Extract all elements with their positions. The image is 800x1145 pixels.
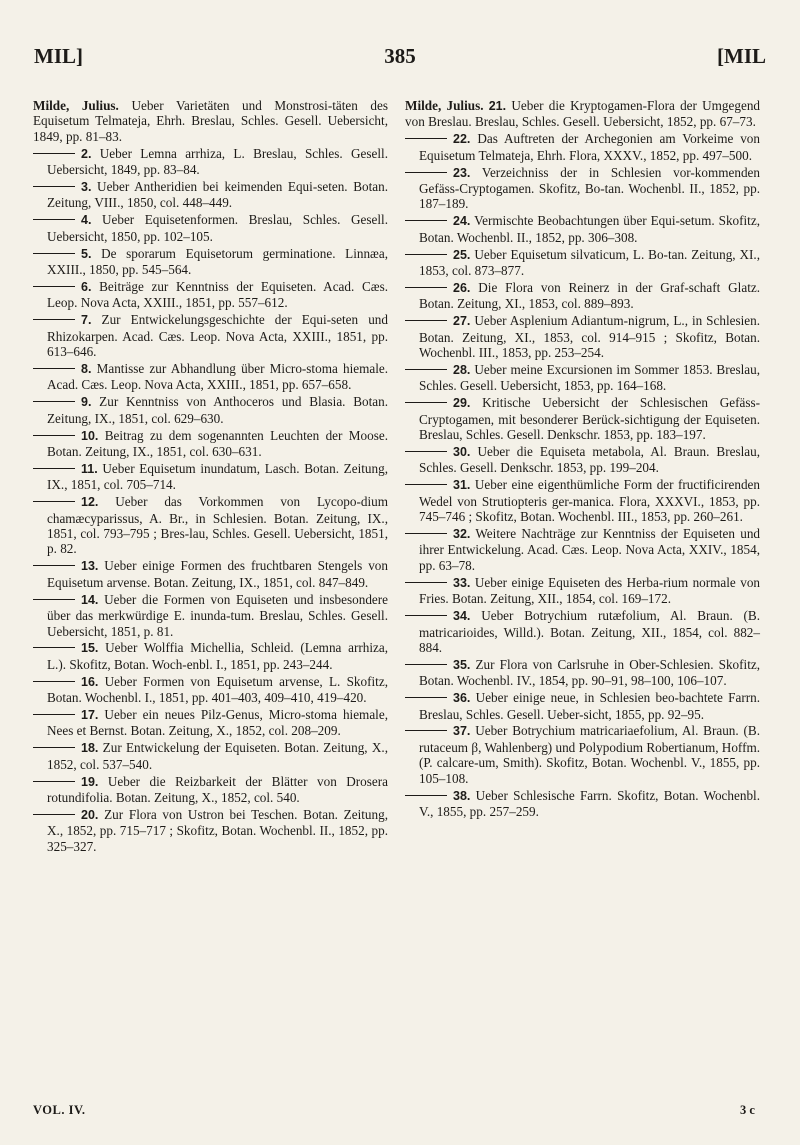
entry-text: Zur Flora von Carlsruhe in Ober-Schlesien. Skofitz, Botan. Wochenbl. IV., 1854, pp. 90–91, 98–100, 106–107.: [419, 656, 761, 689]
entry-text: Mantisse zur Abhandlung über Micro-stoma hiemale. Acad. Cæs. Leop. Nova Acta, XXIII., 1851, pp. 657–658.: [47, 361, 389, 393]
ditto-dash: [405, 451, 447, 452]
entry-number: 21.: [488, 99, 507, 113]
entry-number: 31.: [453, 478, 471, 493]
bibliography-entry: [33, 212, 388, 244]
entry-text: Ueber Asplenium Adiantum-nigrum, L., in Schlesien. Botan. Zeitung, XI., 1853, col. 914–915 ; Skofitz, Botan. Wochenbl. III., 1853, pp. 253–254.: [419, 313, 761, 361]
entry-text: Ueber Equisetenformen. Breslau, Schles. Gesell. Uebersicht, 1850, pp. 102–105.: [47, 212, 388, 244]
bibliography-entry: [33, 558, 388, 590]
entry-text: Ueber Wolffia Michellia, Schleid. (Lemna arrhiza, L.). Skofitz, Botan. Woch-enbl. I., 1851, pp. 243–244.: [47, 640, 389, 672]
bibliography-entry: [405, 723, 760, 786]
entry-number: 27.: [453, 314, 471, 329]
entry-text: Ueber eine eigenthümliche Form der fructificirenden Wedel von Strutiopteris ger-manica. Flora, XXXVI., 1853, pp. 745–746 ; Skofitz, Botan. Wochenbl. III., 1853, pp. 260–261.: [419, 477, 760, 525]
bibliography-entry: [33, 179, 388, 211]
ditto-dash: [33, 714, 75, 715]
entry-number: 9.: [81, 395, 92, 410]
entry-number: 20.: [81, 807, 99, 822]
ditto-dash: [405, 138, 447, 139]
header-left: MIL]: [34, 44, 83, 68]
bibliography-entry: [33, 246, 388, 278]
bibliography-entry: [33, 592, 388, 639]
bibliography-entry: [405, 213, 760, 245]
entry-text: Verzeichniss der in Schlesien vor-kommenden Gefäss-Cryptogamen. Skofitz, Bo-tan. Wochenbl. II., 1852, pp. 187–189.: [419, 164, 760, 212]
ditto-dash: [33, 501, 75, 502]
entry-text: Beiträge zur Kenntniss der Equiseten. Acad. Cæs. Leop. Nova Acta, XXIII., 1851, pp. 557–612.: [47, 278, 389, 311]
entry-text: Ueber Formen von Equisetum arvense, L. Skofitz, Botan. Wochenbl. I., 1851, pp. 401–403, 409–410, 419–420.: [47, 673, 388, 706]
entry-text: Ueber Equisetum inundatum, Lasch. Botan. Zeitung, IX., 1851, col. 705–714.: [47, 460, 388, 493]
bibliography-entry: [33, 674, 388, 706]
entry-text: Ueber Lemna arrhiza, L. Breslau, Schles. Gesell. Uebersicht, 1849, pp. 83–84.: [47, 145, 388, 178]
entry-number: 12.: [81, 495, 99, 510]
entry-number: 33.: [453, 575, 471, 590]
left-column: [33, 98, 388, 856]
entry-number: 36.: [453, 691, 471, 706]
bibliography-entry: [405, 788, 760, 820]
author-name: Milde, Julius.: [405, 98, 484, 113]
ditto-dash: [33, 468, 75, 469]
bibliography-entry: [405, 477, 760, 524]
signature-mark: 3 c: [740, 1103, 755, 1117]
bibliography-entry: [33, 640, 388, 672]
bibliography-entry: [405, 247, 760, 279]
entry-number: 23.: [453, 165, 471, 180]
entry-text: Ueber die Kryptogamen-Flora der Umgegend von Breslau. Breslau, Schles. Gesell. Uebersicht, 1852, pp. 67–73.: [405, 98, 761, 130]
volume-footer: VOL. IV.: [33, 1103, 86, 1117]
entry-number: 25.: [453, 247, 471, 262]
bibliography-entry: [405, 131, 760, 163]
entry-text: Ueber meine Excursionen im Sommer 1853. Breslau, Schles. Gesell. Uebersicht, 1853, pp. 164–168.: [419, 362, 761, 394]
ditto-dash: [405, 730, 447, 731]
entry-text: Die Flora von Reinerz in der Graf-schaft Glatz. Botan. Zeitung, XI., 1853, col. 889–893.: [419, 279, 761, 312]
ditto-dash: [33, 647, 75, 648]
entry-number: 16.: [81, 674, 99, 689]
entry-number: 19.: [81, 774, 99, 789]
entry-text: Zur Entwickelungsgeschichte der Equi-seten und Rhizokarpen. Acad. Cæs. Leop. Nova Acta, XXIII., 1851, pp. 613–646.: [47, 312, 388, 360]
entry-text: Ueber die Formen von Equiseten und insbesondere über das merkwürdige E. inunda-tum. Breslau, Schles. Gesell. Uebersicht, 1851, p. 81.: [47, 591, 389, 639]
entry-number: 13.: [81, 559, 99, 574]
entry-number: 4.: [81, 213, 92, 228]
ditto-dash: [33, 747, 75, 748]
entry-text: Weitere Nachträge zur Kenntniss der Equiseten und ihrer Entwickelung. Acad. Cæs. Leop. Nova Acta, XXIV., 1854, pp. 63–78.: [419, 526, 761, 573]
bibliography-entry: [33, 428, 388, 460]
entry-number: 32.: [453, 527, 471, 542]
ditto-dash: [405, 254, 447, 255]
bibliography-entry: [405, 362, 760, 394]
bibliography-entry: [33, 740, 388, 772]
bibliography-entry: [405, 444, 760, 476]
entry-text: Ueber Equisetum silvaticum, L. Bo-tan. Zeitung, XI., 1853, col. 873–877.: [419, 246, 761, 279]
ditto-dash: [405, 664, 447, 665]
entry-number: 29.: [453, 396, 471, 411]
ditto-dash: [33, 186, 75, 187]
bibliography-entry: [33, 807, 388, 854]
entry-number: 35.: [453, 657, 471, 672]
entry-text: Ueber Botrychium rutæfolium, Al. Braun. (B. matricarioides, Willd.). Botan. Zeitung, XII., 1854, col. 882–884.: [419, 608, 761, 655]
ditto-dash: [33, 153, 75, 154]
entry-number: 15.: [81, 641, 99, 656]
entry-number: 18.: [81, 741, 99, 756]
bibliography-entry: [405, 608, 760, 655]
entry-number: 37.: [453, 724, 471, 739]
bibliography-entry: [405, 280, 760, 312]
bibliography-entry: [405, 165, 760, 212]
entry-text: Ueber einige Formen des fruchtbaren Stengels von Equisetum arvense. Botan. Zeitung, IX., 1851, col. 847–849.: [47, 558, 388, 590]
entry-text: Beitrag zu dem sogenannten Leuchten der Moose. Botan. Zeitung, IX., 1851, col. 630–631.: [47, 427, 388, 460]
entry-number: 14.: [81, 592, 99, 607]
author-name: Milde, Julius.: [33, 98, 119, 113]
entry-number: 2.: [81, 146, 92, 161]
ditto-dash: [33, 368, 75, 369]
ditto-dash: [33, 286, 75, 287]
ditto-dash: [33, 219, 75, 220]
entry-number: 38.: [453, 788, 471, 803]
bibliography-entry: [33, 361, 388, 393]
entry-text: Ueber das Vorkommen von Lycopo-dium chamæcyparissus, A. Br., in Schlesien. Botan. Zeitung, IX., 1851, col. 793–795 ; Bres-lau, Schles. Gesell. Uebersicht, 1851, p. 82.: [47, 494, 389, 557]
entry-number: 6.: [81, 279, 92, 294]
entry-number: 3.: [81, 180, 92, 195]
entry-number: 34.: [453, 609, 471, 624]
entry-text: Ueber Antheridien bei keimenden Equi-seten. Botan. Zeitung, VIII., 1850, col. 448–449.: [47, 179, 388, 211]
bibliography-entry: [405, 575, 760, 607]
entry-text: Ueber Botrychium matricariaefolium, Al. Braun. (B. rutaceum β, Wahlenberg) und Polypodium Robertianum, Hoffm. (P. calcare-um, Smith). Skofitz, Botan. Wochenbl. V., 1855, pp. 105–108.: [419, 723, 761, 786]
ditto-dash: [33, 565, 75, 566]
ditto-dash: [33, 401, 75, 402]
entry-number: 28.: [453, 363, 471, 377]
bibliography-entry: [405, 526, 760, 573]
entry-number: 30.: [453, 445, 471, 460]
ditto-dash: [33, 781, 75, 782]
entry-number: 22.: [453, 132, 471, 147]
bibliography-entry: [33, 312, 388, 359]
entry-text: Ueber einige Equiseten des Herba-rium normale von Fries. Botan. Zeitung, XII., 1854, col. 169–172.: [419, 574, 761, 607]
entry-text: Ueber die Reizbarkeit der Blätter von Drosera rotundifolia. Botan. Zeitung, X., 1852, col. 540.: [47, 773, 388, 806]
ditto-dash: [33, 599, 75, 600]
ditto-dash: [405, 172, 447, 173]
ditto-dash: [33, 814, 75, 815]
running-header: [34, 44, 766, 74]
ditto-dash: [405, 582, 447, 583]
page-number: 385: [384, 44, 416, 68]
bibliography-entry: [405, 395, 760, 442]
bibliography-entry: [405, 98, 760, 130]
entry-text: Zur Kenntniss von Anthoceros und Blasia. Botan. Zeitung, IX., 1851, col. 629–630.: [47, 394, 388, 426]
ditto-dash: [405, 402, 447, 403]
bibliography-entry: [33, 707, 388, 739]
entry-number: 26.: [453, 280, 471, 295]
header-right: [MIL: [717, 44, 766, 68]
ditto-dash: [405, 697, 447, 698]
bibliography-entry: [33, 774, 388, 806]
ditto-dash: [405, 795, 447, 796]
entry-text: De sporarum Equisetorum germinatione. Linnæa, XXIII., 1850, pp. 545–564.: [47, 245, 388, 278]
entry-text: Das Auftreten der Archegonien am Vorkeime von Equisetum Telmateja, Ehrh. Flora, XXXV., 1852, pp. 497–500.: [419, 131, 760, 163]
entry-text: Ueber ein neues Pilz-Genus, Micro-stoma hiemale, Nees et Bernst. Botan. Zeitung, X., 1852, col. 208–209.: [47, 707, 388, 739]
ditto-dash: [33, 681, 75, 682]
entry-number: 10.: [81, 428, 99, 443]
ditto-dash: [405, 220, 447, 221]
entry-text: Ueber Varietäten und Monstrosi-täten des Equisetum Telmateja, Ehrh. Breslau, Schles. Gesell. Uebersicht, 1849, pp. 81–83.: [33, 98, 389, 144]
entry-number: 8.: [81, 362, 92, 376]
bibliography-entry: [33, 494, 388, 557]
entry-number: 24.: [453, 214, 471, 229]
entry-text: Kritische Uebersicht der Schlesischen Gefäss-Cryptogamen, mit besonderer Berück-sichtigung der Equiseten. Breslau, Schles. Gesell. Denkschr. 1853, pp. 183–197.: [419, 395, 760, 443]
entry-number: 17.: [81, 708, 99, 723]
bibliography-entry: [33, 98, 388, 144]
entry-text: Vermischte Beobachtungen über Equi-setum. Skofitz, Botan. Wochenbl. II., 1852, pp. 306–308.: [419, 213, 760, 245]
bibliography-entry: [33, 394, 388, 426]
entry-text: Ueber Schlesische Farrn. Skofitz, Botan. Wochenbl. V., 1855, pp. 257–259.: [419, 787, 760, 819]
entry-number: 5.: [81, 246, 92, 261]
entry-text: Zur Entwickelung der Equiseten. Botan. Zeitung, X., 1852, col. 537–540.: [47, 740, 389, 772]
ditto-dash: [405, 484, 447, 485]
ditto-dash: [33, 319, 75, 320]
ditto-dash: [33, 253, 75, 254]
bibliography-entry: [33, 279, 388, 311]
bibliography-entry: [33, 461, 388, 493]
ditto-dash: [405, 533, 447, 534]
ditto-dash: [405, 320, 447, 321]
entry-number: 11.: [81, 461, 98, 476]
entry-text: Ueber einige neue, in Schlesien beo-bachtete Farrn. Breslau, Schles. Gesell. Ueber-sicht, 1855, pp. 92–95.: [419, 690, 760, 722]
entry-number: 7.: [81, 313, 92, 328]
entry-text: Zur Flora von Ustron bei Teschen. Botan. Zeitung, X., 1852, pp. 715–717 ; Skofitz, Botan. Wochenbl. II., 1852, pp. 325–327.: [47, 806, 388, 854]
ditto-dash: [33, 435, 75, 436]
entry-text: Ueber die Equiseta metabola, Al. Braun. Breslau, Schles. Gesell. Denkschr. 1853, pp. 199–204.: [419, 444, 761, 476]
bibliography-entry: [405, 313, 760, 360]
right-column: [405, 98, 760, 821]
bibliography-entry: [405, 690, 760, 722]
ditto-dash: [405, 369, 447, 370]
ditto-dash: [405, 287, 447, 288]
bibliography-entry: [405, 657, 760, 689]
bibliography-entry: [33, 146, 388, 178]
ditto-dash: [405, 615, 447, 616]
